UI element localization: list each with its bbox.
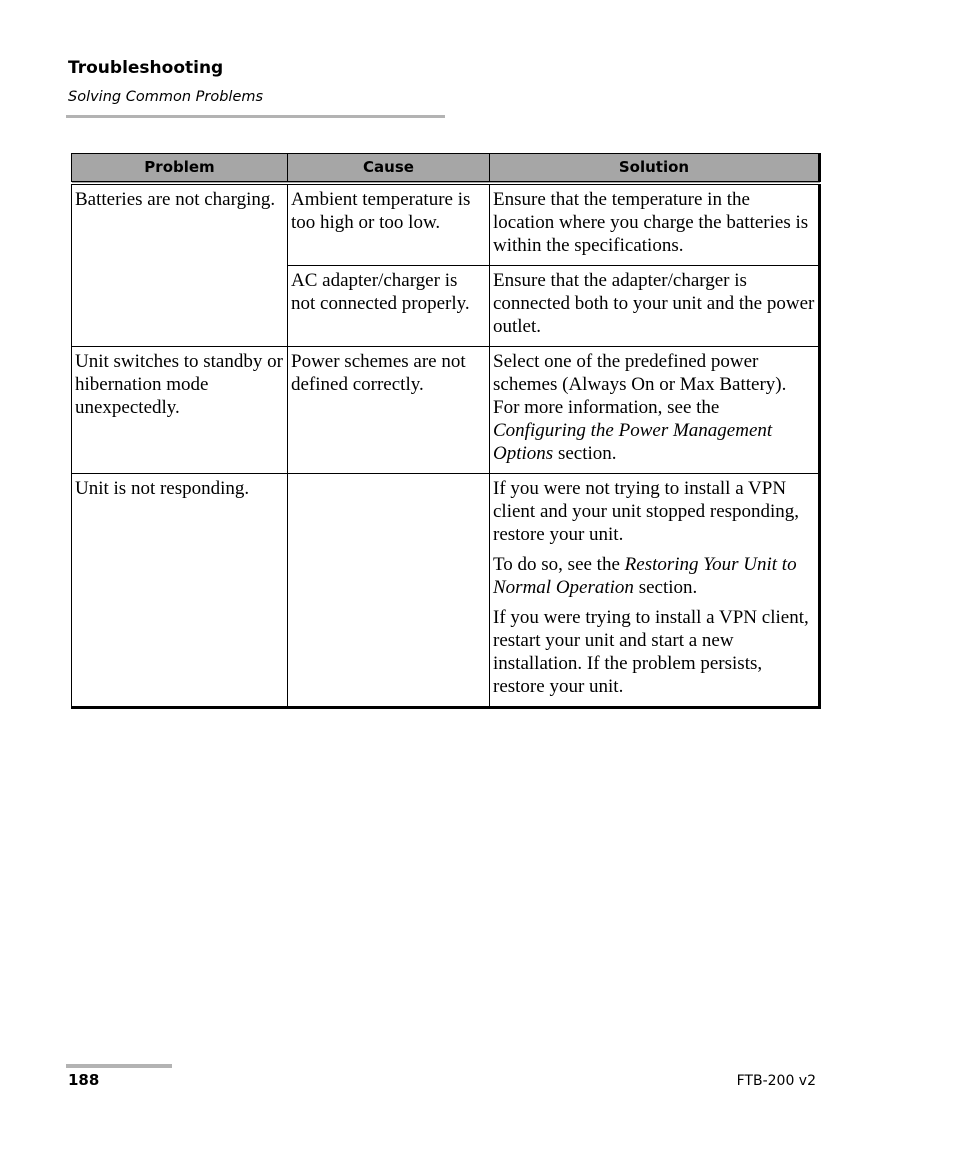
troubleshooting-table bbox=[71, 153, 821, 709]
solution-cell bbox=[490, 347, 820, 474]
header-rule bbox=[66, 115, 445, 118]
section-reference: Configuring the Power Management Options bbox=[493, 420, 773, 464]
cause-cell bbox=[288, 474, 490, 708]
table-row bbox=[72, 474, 820, 708]
solution-text: section. bbox=[553, 443, 617, 464]
cause-cell: Ambient temperature is too high or too low. bbox=[288, 183, 490, 266]
solution-text: To do so, see the bbox=[493, 554, 625, 575]
solution-paragraph bbox=[493, 553, 815, 599]
page-number: 188 bbox=[68, 1071, 100, 1089]
solution-paragraph: If you were trying to install a VPN client, restart your unit and start a new installation. If the problem persists, restore your unit. bbox=[493, 607, 809, 697]
solution-text: Select one of the predefined power schemes (Always On or Max Battery). For more information, see the bbox=[493, 351, 787, 418]
section-title: Troubleshooting bbox=[68, 58, 224, 78]
table-header-row bbox=[72, 154, 820, 184]
problem-cell: Unit is not responding. bbox=[72, 474, 288, 708]
subsection-title: Solving Common Problems bbox=[68, 89, 264, 105]
column-header-problem: Problem bbox=[72, 154, 288, 184]
cause-cell: AC adapter/charger is not connected properly. bbox=[288, 266, 490, 347]
section-reference: Restoring Your Unit to Normal Operation bbox=[493, 554, 797, 598]
column-header-cause: Cause bbox=[288, 154, 490, 184]
footer-rule bbox=[66, 1064, 172, 1068]
solution-cell: Ensure that the temperature in the location where you charge the batteries is within the specifications. bbox=[490, 183, 820, 266]
product-name: FTB-200 v2 bbox=[736, 1073, 816, 1089]
table-row bbox=[72, 183, 820, 266]
cause-cell: Power schemes are not defined correctly. bbox=[288, 347, 490, 474]
solution-paragraph: If you were not trying to install a VPN client and your unit stopped responding, restore your unit. bbox=[493, 478, 800, 545]
solution-cell: Ensure that the adapter/charger is connected both to your unit and the power outlet. bbox=[490, 266, 820, 347]
column-header-solution: Solution bbox=[490, 154, 820, 184]
solution-text: section. bbox=[633, 577, 698, 598]
problem-cell: Batteries are not charging. bbox=[72, 183, 288, 347]
solution-cell bbox=[490, 474, 820, 708]
problem-cell: Unit switches to standby or hibernation mode unexpectedly. bbox=[72, 347, 288, 474]
table-row bbox=[72, 347, 820, 474]
